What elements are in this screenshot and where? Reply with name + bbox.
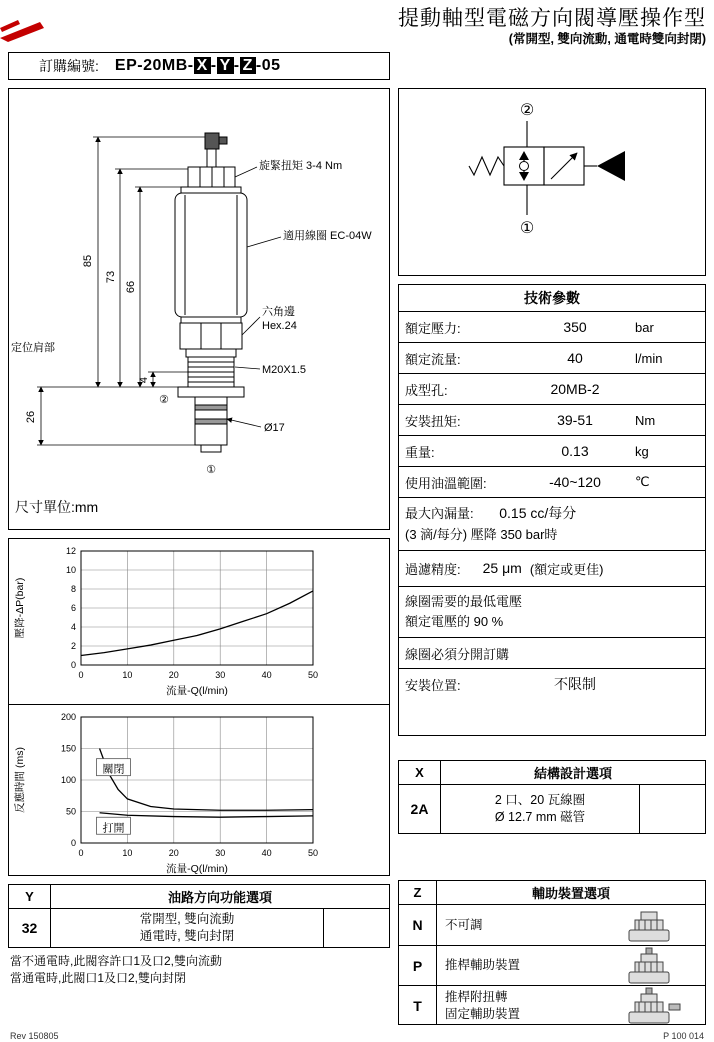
svg-text:30: 30 [215, 848, 226, 858]
coil-callout: 適用線圈 EC-04W [283, 230, 372, 242]
z-option-image [593, 905, 705, 945]
param-row-cavity [399, 373, 705, 404]
order-code [115, 57, 281, 75]
drawing-port1-label: ① [206, 464, 216, 476]
z-option-row-t [399, 985, 705, 1025]
z-option-row-n [399, 905, 705, 945]
logo-swoosh-icon [0, 16, 48, 44]
param-value: 39-51 [557, 412, 593, 428]
mount-value: 不限制 [554, 676, 596, 693]
param-label: 額定壓力: [405, 320, 461, 336]
x-option-line2: Ø 12.7 mm 磁管 [494, 810, 586, 824]
part-number-label: P 100 014 [663, 1031, 704, 1041]
svg-text:30: 30 [215, 670, 226, 680]
valve-dimension-drawing [9, 89, 389, 489]
svg-text:反應時間 (ms): 反應時間 (ms) [14, 747, 26, 813]
voltage-line2: 額定電壓的 90 % [405, 613, 504, 629]
param-row-leakage [399, 497, 705, 550]
dim-4-label: 4 [138, 376, 150, 384]
check-ball [520, 162, 529, 171]
x-option-row-2a [399, 785, 705, 833]
svg-text:10: 10 [122, 848, 133, 858]
svg-text:壓降-ΔP(bar): 壓降-ΔP(bar) [14, 577, 26, 639]
svg-text:4: 4 [70, 622, 76, 632]
page-subtitle: (常開型, 雙向流動, 通電時雙向封閉) [508, 32, 706, 46]
x-option-description [441, 785, 639, 833]
param-value: 40 [567, 350, 583, 366]
svg-text:0: 0 [78, 670, 84, 680]
knob-locked-icon [601, 987, 697, 1025]
z-option-row-p [399, 945, 705, 985]
leak-note: (3 滴/每分) 壓降 350 bar時 [405, 526, 558, 542]
y-option-code: 32 [9, 909, 51, 947]
leader-lines [227, 167, 281, 427]
svg-text:0: 0 [70, 660, 76, 670]
param-unit: l/min [635, 350, 663, 366]
param-label: 安裝扭矩: [405, 413, 461, 429]
svg-text:150: 150 [60, 743, 76, 754]
svg-text:50: 50 [307, 670, 319, 680]
z-option-line1: 推桿附扭轉 [445, 990, 508, 1005]
hydraulic-symbol [399, 89, 705, 274]
hex-callout-line2: Hex.24 [262, 320, 297, 332]
y-option-note1: 當不通電時,此閥容許口1及口2,雙向流動 [10, 954, 223, 968]
check-arrow-down [519, 172, 529, 181]
svg-text:0: 0 [78, 848, 84, 858]
order-sep1: - [210, 57, 217, 74]
z-option-label [437, 986, 593, 1025]
svg-text:0: 0 [70, 838, 76, 848]
y-option-row-32 [9, 909, 389, 947]
svg-text:20: 20 [168, 670, 179, 680]
hex-callout-line1: 六角邊 [262, 306, 295, 318]
svg-text:8: 8 [70, 584, 76, 594]
svg-text:50: 50 [65, 806, 76, 817]
param-row-temperature [399, 466, 705, 497]
x-options-code: X [399, 761, 441, 784]
knob-fixed-icon [601, 906, 697, 944]
shoulder-callout: 定位肩部 [11, 342, 55, 354]
z-option-code: N [399, 905, 437, 945]
pressure-drop-chart [9, 539, 389, 704]
params-title: 技術參數 [524, 290, 580, 306]
z-options-header [399, 881, 705, 905]
thread-callout: M20X1.5 [262, 364, 307, 376]
svg-text:6: 6 [70, 603, 76, 613]
filter-note: (額定或更佳) [529, 561, 604, 577]
z-option-label [437, 905, 593, 945]
brand-logo [0, 16, 48, 49]
dim-66-label: 66 [125, 280, 137, 294]
hydraulic-symbol-panel [398, 88, 706, 276]
function-options-table [8, 884, 390, 948]
x-options-title: 結構設計選項 [533, 766, 612, 781]
param-row-coil-order [399, 637, 705, 668]
param-row-voltage [399, 586, 705, 637]
x-option-code: 2A [399, 785, 441, 833]
order-code-box [8, 52, 390, 80]
z-option-line1: 不可調 [445, 917, 483, 932]
param-row-filtration [399, 550, 705, 586]
svg-text:流量-Q(l/min): 流量-Q(l/min) [166, 863, 228, 875]
svg-text:100: 100 [60, 775, 76, 785]
order-label: 訂購編號: [39, 58, 99, 74]
drawing-port2-label: ② [159, 394, 169, 406]
order-x-placeholder: X [194, 57, 211, 74]
z-option-code: T [399, 986, 437, 1025]
z-option-label [437, 946, 593, 985]
filter-label: 過濾精度: [405, 561, 461, 577]
param-value: -40~120 [549, 474, 601, 490]
svg-text:200: 200 [60, 712, 76, 722]
svg-text:流量-Q(l/min): 流量-Q(l/min) [166, 685, 228, 697]
x-options-header [399, 761, 705, 785]
valve-drawing-panel [8, 88, 390, 530]
leak-value: 0.15 cc/每分 [499, 505, 577, 521]
param-row-torque [399, 404, 705, 435]
z-option-line1: 推桿輔助裝置 [445, 958, 521, 973]
voltage-line1: 線圈需要的最低電壓 [405, 593, 523, 609]
param-value: 350 [563, 319, 587, 335]
param-row-pressure [399, 311, 705, 342]
page-title: 提動軸型電磁方向閥導壓操作型 [398, 7, 706, 30]
param-unit: ℃ [635, 474, 650, 489]
param-value: 0.13 [561, 443, 589, 459]
check-arrow-up [519, 151, 529, 160]
param-row-mounting [399, 668, 705, 699]
y-options-code: Y [9, 885, 51, 908]
order-z-placeholder: Z [240, 57, 256, 74]
order-sep2: - [233, 57, 240, 74]
param-label: 額定流量: [405, 351, 461, 367]
auxiliary-options-table [398, 880, 706, 1025]
dimension-unit-label: 尺寸單位:mm [15, 499, 99, 515]
symbol-port2-label: ② [519, 102, 535, 119]
dim-85-label: 85 [82, 254, 94, 268]
param-label: 成型孔: [405, 382, 448, 398]
z-options-code: Z [399, 881, 437, 904]
y-options-title: 油路方向功能選項 [167, 890, 272, 905]
x-option-empty-cell [639, 785, 705, 833]
y-option-description [51, 909, 323, 947]
svg-text:2: 2 [70, 641, 76, 651]
revision-label: Rev 150805 [10, 1031, 59, 1041]
dim-73-label: 73 [105, 270, 117, 284]
param-row-weight [399, 435, 705, 466]
coil-order-note: 線圈必須分開訂購 [405, 646, 510, 662]
performance-charts-panel [8, 538, 390, 876]
order-suffix: -05 [255, 57, 281, 74]
dimension-lines [37, 137, 205, 445]
z-option-code: P [399, 946, 437, 985]
svg-text:10: 10 [122, 670, 133, 680]
filter-value: 25 μm [482, 560, 522, 577]
solenoid-icon [597, 151, 625, 181]
y-option-note2: 當通電時,此閥口1及口2,雙向封閉 [10, 971, 187, 985]
param-value: 20MB-2 [550, 381, 600, 397]
svg-text:關閉: 關閉 [102, 763, 125, 776]
param-unit: kg [635, 443, 649, 459]
param-row-flow [399, 342, 705, 373]
param-label: 使用油溫範圍: [405, 475, 487, 491]
z-options-title: 輔助裝置選項 [531, 886, 610, 901]
z-option-image [593, 986, 705, 1025]
z-option-image [593, 946, 705, 985]
y-option-line1: 常開型, 雙向流動 [139, 912, 235, 927]
technical-parameters-panel [398, 284, 706, 736]
svg-text:20: 20 [168, 848, 179, 858]
svg-text:50: 50 [307, 848, 319, 858]
order-y-placeholder: Y [217, 57, 234, 74]
param-unit: bar [635, 319, 654, 335]
svg-text:40: 40 [261, 848, 272, 858]
z-option-line2: 固定輔助裝置 [445, 1006, 521, 1021]
dim-26-label: 26 [25, 410, 37, 424]
symbol-body [469, 121, 597, 215]
structure-options-table [398, 760, 706, 834]
diameter-callout: Ø17 [264, 422, 285, 434]
svg-text:打開: 打開 [102, 822, 125, 835]
torque-callout: 旋緊扭矩 3-4 Nm [259, 160, 343, 172]
svg-text:40: 40 [261, 670, 272, 680]
param-label: 重量: [405, 444, 435, 460]
mount-label: 安裝位置: [405, 677, 461, 693]
symbol-port1-label: ① [519, 220, 535, 237]
y-options-header [9, 885, 389, 909]
svg-text:10: 10 [65, 565, 76, 575]
svg-text:12: 12 [65, 546, 76, 556]
valve-body-outline [175, 133, 247, 452]
y-option-line2: 通電時, 雙向封閉 [139, 929, 235, 943]
response-time-chart [9, 704, 389, 882]
param-unit: Nm [635, 412, 656, 428]
leak-label: 最大內漏量: [405, 506, 474, 521]
order-prefix: EP-20MB- [114, 57, 194, 74]
knob-pushpin-icon [601, 947, 697, 985]
x-option-line1: 2 口、20 瓦線圈 [494, 793, 586, 808]
y-option-empty-cell [323, 909, 389, 947]
